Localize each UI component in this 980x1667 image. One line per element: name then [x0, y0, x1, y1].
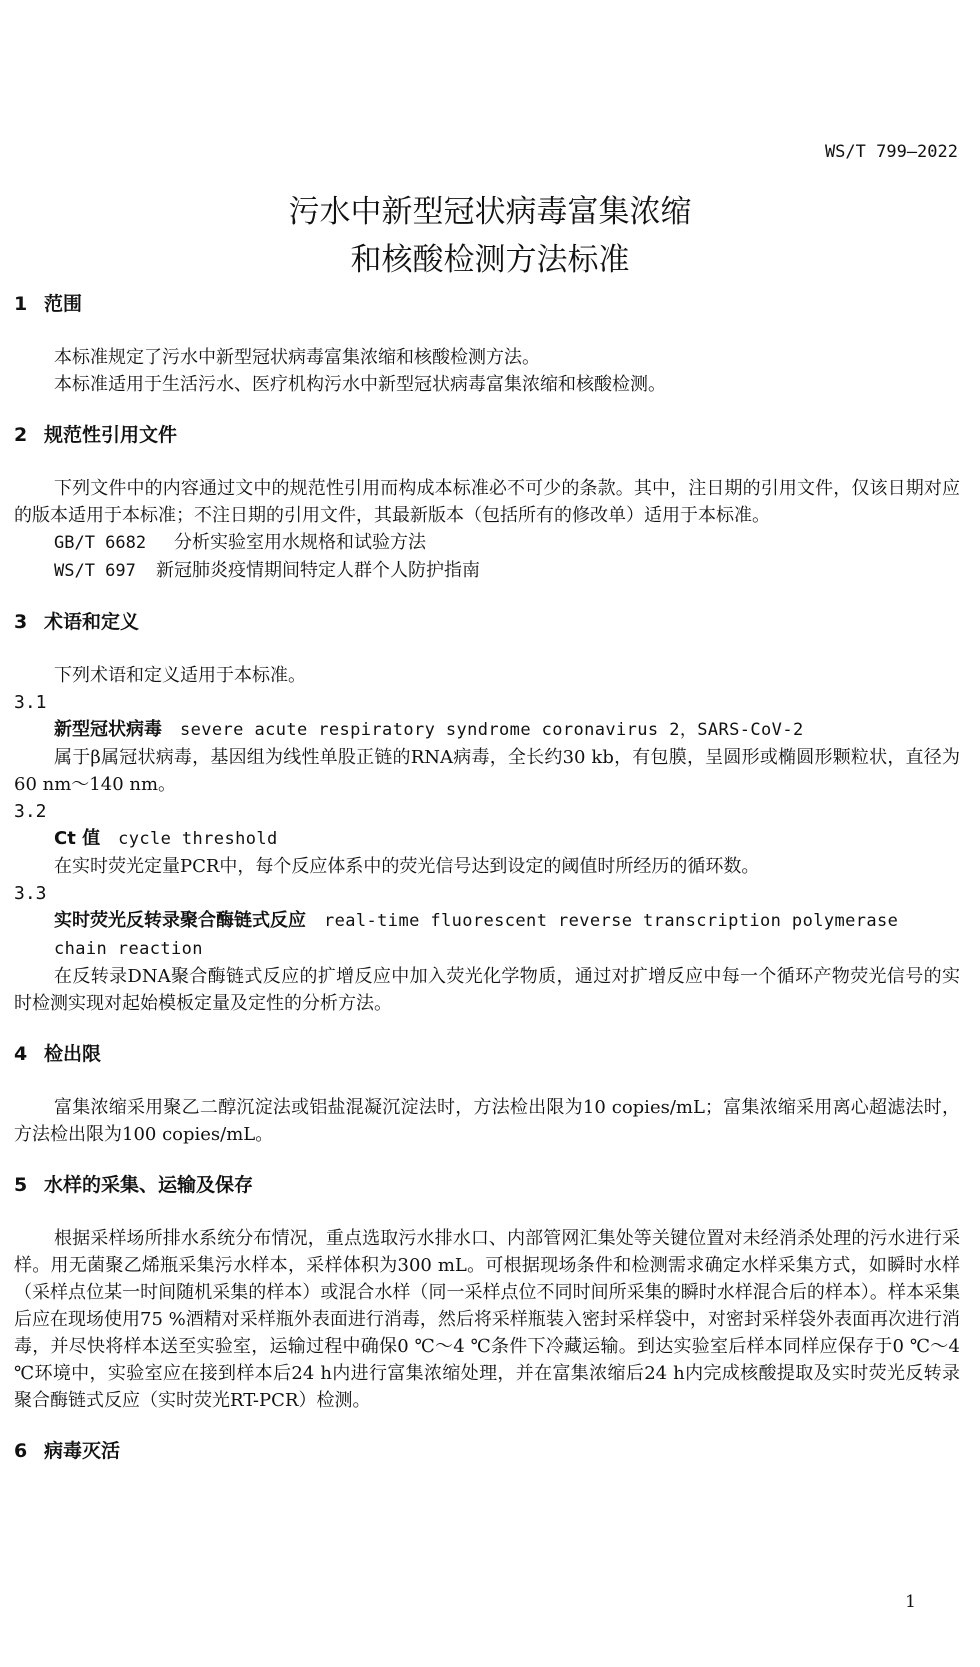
section-number: 2 — [14, 424, 28, 446]
document-title — [0, 188, 980, 284]
section-title: 规范性引用文件 — [44, 424, 178, 446]
document-number: WS/T 799—2022 — [824, 142, 958, 162]
section-2-paragraph-1: 下列文件中的内容通过文中的规范性引用而构成本标准必不可少的条款。其中，注日期的引用文件，仅该日期对应的版本适用于本标准；不注日期的引用文件，其最新版本（包括所有的修改单）适用于本标准。 — [14, 478, 960, 526]
section-4-paragraph-1: 富集浓缩采用聚乙二醇沉淀法或铝盐混凝沉淀法时，方法检出限为10 copies/mL；富集浓缩采用离心超滤法时，方法检出限为100 copies/mL。 — [14, 1097, 960, 1145]
section-5-heading — [14, 1172, 960, 1199]
section-title: 术语和定义 — [44, 611, 140, 633]
section-number: 4 — [14, 1043, 28, 1065]
section-3-heading — [14, 609, 960, 636]
section-title: 水样的采集、运输及保存 — [44, 1174, 254, 1196]
section-1-heading — [14, 291, 960, 318]
term-entry — [14, 825, 960, 853]
term-entry — [14, 907, 960, 963]
term-definition: 在反转录DNA聚合酶链式反应的扩增反应中加入荧光化学物质，通过对扩增反应中每一个循环产物荧光信号的实时检测实现对起始模板定量及定性的分析方法。 — [14, 966, 960, 1014]
term-english: real-time fluorescent reverse transcription polymerase chain reaction — [54, 911, 899, 959]
section-3-paragraph-1: 下列术语和定义适用于本标准。 — [54, 665, 306, 686]
term-chinese: 实时荧光反转录聚合酶链式反应 — [54, 910, 306, 931]
section-number: 5 — [14, 1174, 28, 1196]
section-number: 1 — [14, 293, 28, 315]
title-line-1: 污水中新型冠状病毒富集浓缩 — [288, 194, 692, 230]
term-definition: 在实时荧光定量PCR中，每个反应体系中的荧光信号达到设定的阈值时所经历的循环数。 — [54, 856, 760, 877]
term-number: 3.3 — [14, 883, 47, 904]
section-1-paragraph-1: 本标准规定了污水中新型冠状病毒富集浓缩和核酸检测方法。 — [54, 347, 540, 368]
document-body — [14, 291, 960, 1465]
term-english: severe acute respiratory syndrome coronavirus 2，SARS-CoV-2 — [180, 720, 804, 740]
section-2-heading — [14, 422, 960, 449]
page-number: 1 — [905, 1592, 916, 1612]
term-chinese: 新型冠状病毒 — [54, 719, 162, 740]
reference-item — [14, 529, 960, 557]
title-line-2: 和核酸检测方法标准 — [350, 242, 630, 278]
term-number: 3.2 — [14, 801, 47, 822]
term-chinese: Ct 值 — [54, 828, 101, 849]
section-number: 3 — [14, 611, 28, 633]
reference-title: 新冠肺炎疫情期间特定人群个人防护指南 — [156, 560, 480, 581]
section-number: 6 — [14, 1440, 28, 1462]
section-5-paragraph-1: 根据采样场所排水系统分布情况，重点选取污水排水口、内部管网汇集处等关键位置对未经消杀处理的污水进行采样。用无菌聚乙烯瓶采集污水样本，采样体积为300 mL。可根据现场条件和检测需求确定水样采集方式，如瞬时水样（采样点位某一时间随机采集的样本）或混合水样（同一采样点位不同时间所采集的瞬时水样混合后的样本）。样本采集后应在现场使用75 %酒精对采样瓶外表面进行消毒，然后将采样瓶装入密封采样袋中，对密封采样袋外表面再次进行消毒，并尽快将样本送至实验室，运输过程中确保0 ℃～4 ℃条件下冷藏运输。到达实验室后样本同样应保存于0 ℃～4 ℃环境中，实验室应在接到样本后24 h内进行富集浓缩处理，并在富集浓缩后24 h内完成核酸提取及实时荧光反转录聚合酶链式反应（实时荧光RT-PCR）检测。 — [14, 1228, 960, 1411]
section-title: 病毒灭活 — [44, 1440, 121, 1462]
reference-title: 分析实验室用水规格和试验方法 — [174, 532, 426, 553]
section-1-paragraph-2: 本标准适用于生活污水、医疗机构污水中新型冠状病毒富集浓缩和核酸检测。 — [54, 374, 666, 395]
section-title: 检出限 — [44, 1043, 102, 1065]
term-english: cycle threshold — [118, 829, 278, 849]
section-title: 范围 — [44, 293, 83, 315]
term-definition: 属于β属冠状病毒，基因组为线性单股正链的RNA病毒，全长约30 kb，有包膜，呈圆形或椭圆形颗粒状，直径为60 nm～140 nm。 — [14, 747, 960, 795]
reference-item — [14, 557, 960, 585]
term-entry — [14, 716, 960, 744]
reference-code: GB/T 6682 — [54, 533, 147, 553]
reference-code: WS/T 697 — [54, 561, 136, 581]
section-4-heading — [14, 1041, 960, 1068]
section-6-heading — [14, 1438, 960, 1465]
term-number: 3.1 — [14, 692, 47, 713]
